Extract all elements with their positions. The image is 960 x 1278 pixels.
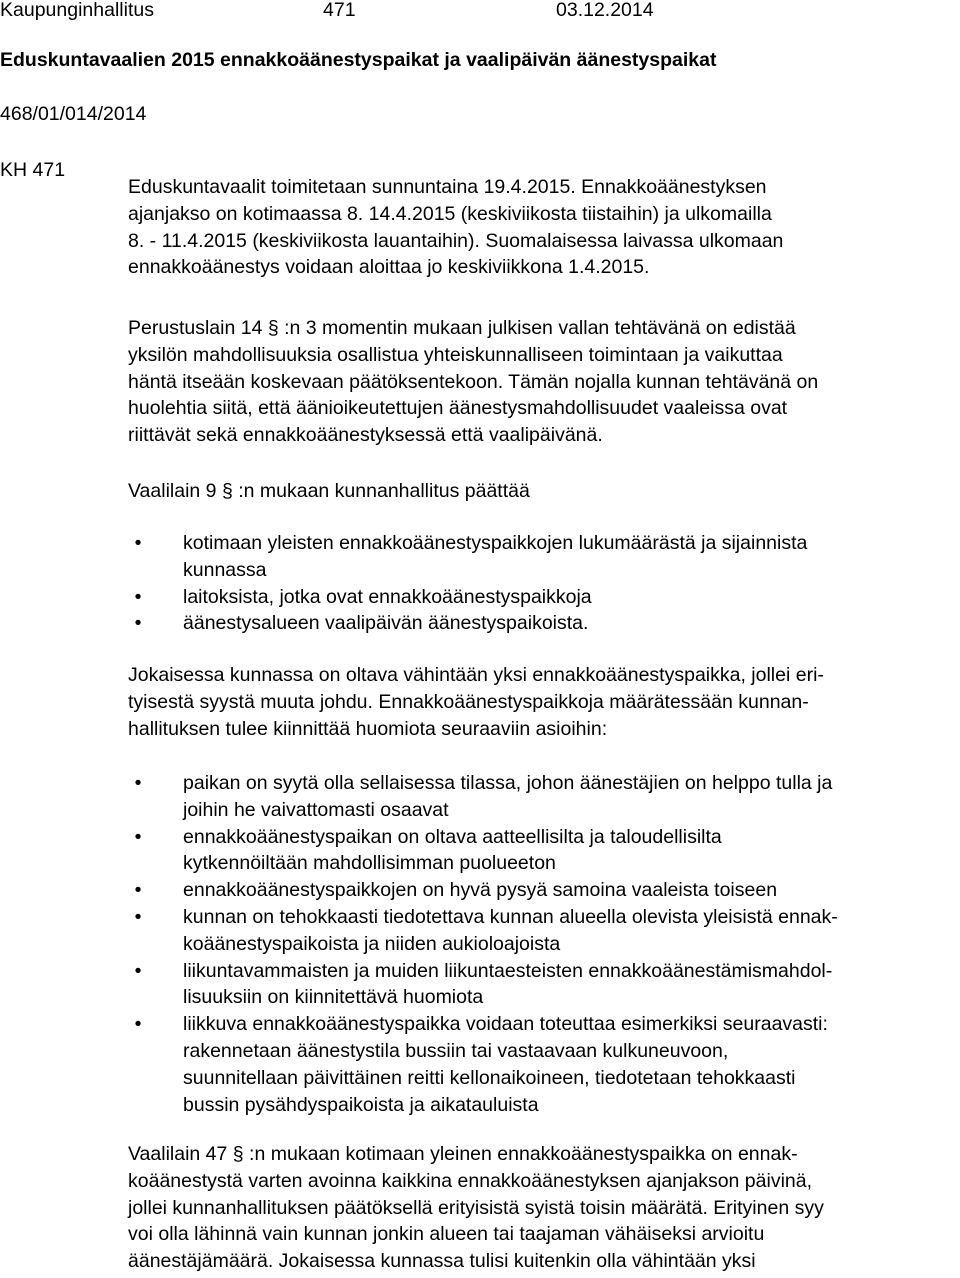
text-line: häntä itseään koskevaan päätöksentekoon. Tämän nojalla kunnan tehtävänä on xyxy=(128,370,819,393)
paragraph-4 xyxy=(128,662,958,742)
text-line: hallituksen tulee kiinnittää huomiota seuraaviin asioihin: xyxy=(128,717,608,740)
list-item xyxy=(128,530,958,584)
bullet-icon: • xyxy=(134,1013,142,1036)
text-line: Jokaisessa kunnassa on oltava vähintään yksi ennakkoäänestyspaikka, jollei eri- xyxy=(128,664,824,686)
text-line: riittävät sekä ennakkoäänestyksessä että vaalipäivänä. xyxy=(128,424,603,447)
list-item-line: paikan on syytä olla sellaisessa tilassa, johon äänestäjien on helppo tulla ja xyxy=(183,772,833,794)
bullet-icon: • xyxy=(134,585,142,608)
list-item-line: koäänestyspaikoista ja niiden aukioloajoista xyxy=(183,932,561,955)
paragraph-3 xyxy=(128,478,958,505)
list-item xyxy=(128,877,958,904)
text-line: Vaalilain 9 § :n mukaan kunnanhallitus päättää xyxy=(128,480,530,502)
text-line: yksilön mahdollisuuksia osallistua yhteiskunnalliseen toimintaan ja vaikuttaa xyxy=(128,343,783,366)
bullet-icon: • xyxy=(134,532,142,554)
list-item-line: kunnassa xyxy=(183,558,267,581)
list-item xyxy=(128,610,958,637)
text-line: koäänestystä varten avoinna kaikkina ennakkoäänestyksen ajanjakson päivinä, xyxy=(128,1169,813,1192)
list-item xyxy=(128,584,958,611)
list-item-line: kytkennöiltään mahdollisimman puolueeton xyxy=(183,852,556,875)
list-item-line: kotimaan yleisten ennakkoäänestyspaikkojen lukumäärästä ja sijainnista xyxy=(183,532,808,554)
text-line: 8. - 11.4.2015 (keskiviikosta lauantaihin). Suomalaisessa laivassa ulkomaan xyxy=(128,229,784,252)
list-item-line: rakennetaan äänestystila bussiin tai vastaavaan kulkuneuvoon, xyxy=(183,1039,729,1062)
list-item xyxy=(128,958,958,1012)
list-item-line: äänestysalueen vaalipäivän äänestyspaikoista. xyxy=(183,612,589,635)
header-organization: Kaupunginhallitus xyxy=(0,0,154,21)
list-item-line: kunnan on tehokkaasti tiedotettava kunnan alueella olevista yleisistä ennak- xyxy=(183,905,838,928)
document-title: Eduskuntavaalien 2015 ennakkoäänestyspaikat ja vaalipäivän äänestyspaikat xyxy=(0,49,717,71)
paragraph-2 xyxy=(128,315,958,449)
list-item-line: liikkuva ennakkoäänestyspaikka voidaan toteuttaa esimerkiksi seuraavasti: xyxy=(183,1013,828,1036)
list-item-line: bussin pysähdyspaikoista ja aikatauluista xyxy=(183,1093,539,1116)
bullet-icon: • xyxy=(134,612,142,635)
list-item xyxy=(128,824,958,878)
bullet-icon: • xyxy=(134,879,142,902)
list-item-line: ennakkoäänestyspaikan on oltava aatteellisilta ja taloudellisilta xyxy=(183,825,722,848)
header-section-number: 471 xyxy=(323,0,356,21)
text-line: Vaalilain 47 § :n mukaan kotimaan yleinen ennakkoäänestyspaikka on ennak- xyxy=(128,1143,798,1165)
text-line: ajanjakso on kotimaassa 8. 14.4.2015 (keskiviikosta tiistaihin) ja ulkomailla xyxy=(128,202,772,225)
paragraph-1 xyxy=(128,174,958,281)
document-number: 468/01/014/2014 xyxy=(0,103,147,125)
list-item-line: laitoksista, jotka ovat ennakkoäänestyspaikkoja xyxy=(183,585,592,608)
text-line: Eduskuntavaalit toimitetaan sunnuntaina 19.4.2015. Ennakkoäänestyksen xyxy=(128,176,767,198)
text-line: huolehtia siitä, että äänioikeutettujen äänestysmahdollisuudet vaaleissa ovat xyxy=(128,397,788,420)
bullet-icon: • xyxy=(134,959,142,982)
case-reference: KH 471 xyxy=(0,159,66,181)
list-item-line: suunnitellaan päivittäinen reitti kellonaikoineen, tiedotetaan tehokkaasti xyxy=(183,1066,796,1089)
bullet-icon: • xyxy=(134,825,142,848)
list-item-line: joihin he vaivattomasti osaavat xyxy=(183,798,449,821)
list-item xyxy=(128,1011,958,1118)
text-line: äänestäjämäärä. Jokaisessa kunnassa tulisi kuitenkin olla vähintään yksi xyxy=(128,1250,756,1273)
list-item xyxy=(128,904,958,958)
bullet-icon: • xyxy=(134,772,142,794)
list-1 xyxy=(128,530,958,637)
text-line: jollei kunnanhallituksen päätöksellä erityisistä syistä toisin määrätä. Erityinen syy xyxy=(128,1196,824,1219)
bullet-icon: • xyxy=(134,905,142,928)
list-item-line: lisuuksiin on kiinnitettävä huomiota xyxy=(183,986,484,1009)
text-line: ennakkoäänestys voidaan aloittaa jo keskiviikkona 1.4.2015. xyxy=(128,256,650,279)
text-line: voi olla lähinnä vain kunnan jonkin alueen tai taajaman vähäiseksi arvioitu xyxy=(128,1223,765,1246)
list-item xyxy=(128,770,958,824)
list-item-line: liikuntavammaisten ja muiden liikuntaesteisten ennakkoäänestämismahdol- xyxy=(183,959,833,982)
list-item-line: ennakkoäänestyspaikkojen on hyvä pysyä samoina vaaleista toiseen xyxy=(183,879,778,902)
text-line: Perustuslain 14 § :n 3 momentin mukaan julkisen vallan tehtävänä on edistää xyxy=(128,317,796,339)
list-2 xyxy=(128,770,958,1118)
paragraph-5 xyxy=(128,1141,958,1275)
text-line: tyisestä syystä muuta johdu. Ennakkoäänestyspaikkoja määrätessään kunnan- xyxy=(128,690,809,713)
header-date: 03.12.2014 xyxy=(556,0,654,21)
